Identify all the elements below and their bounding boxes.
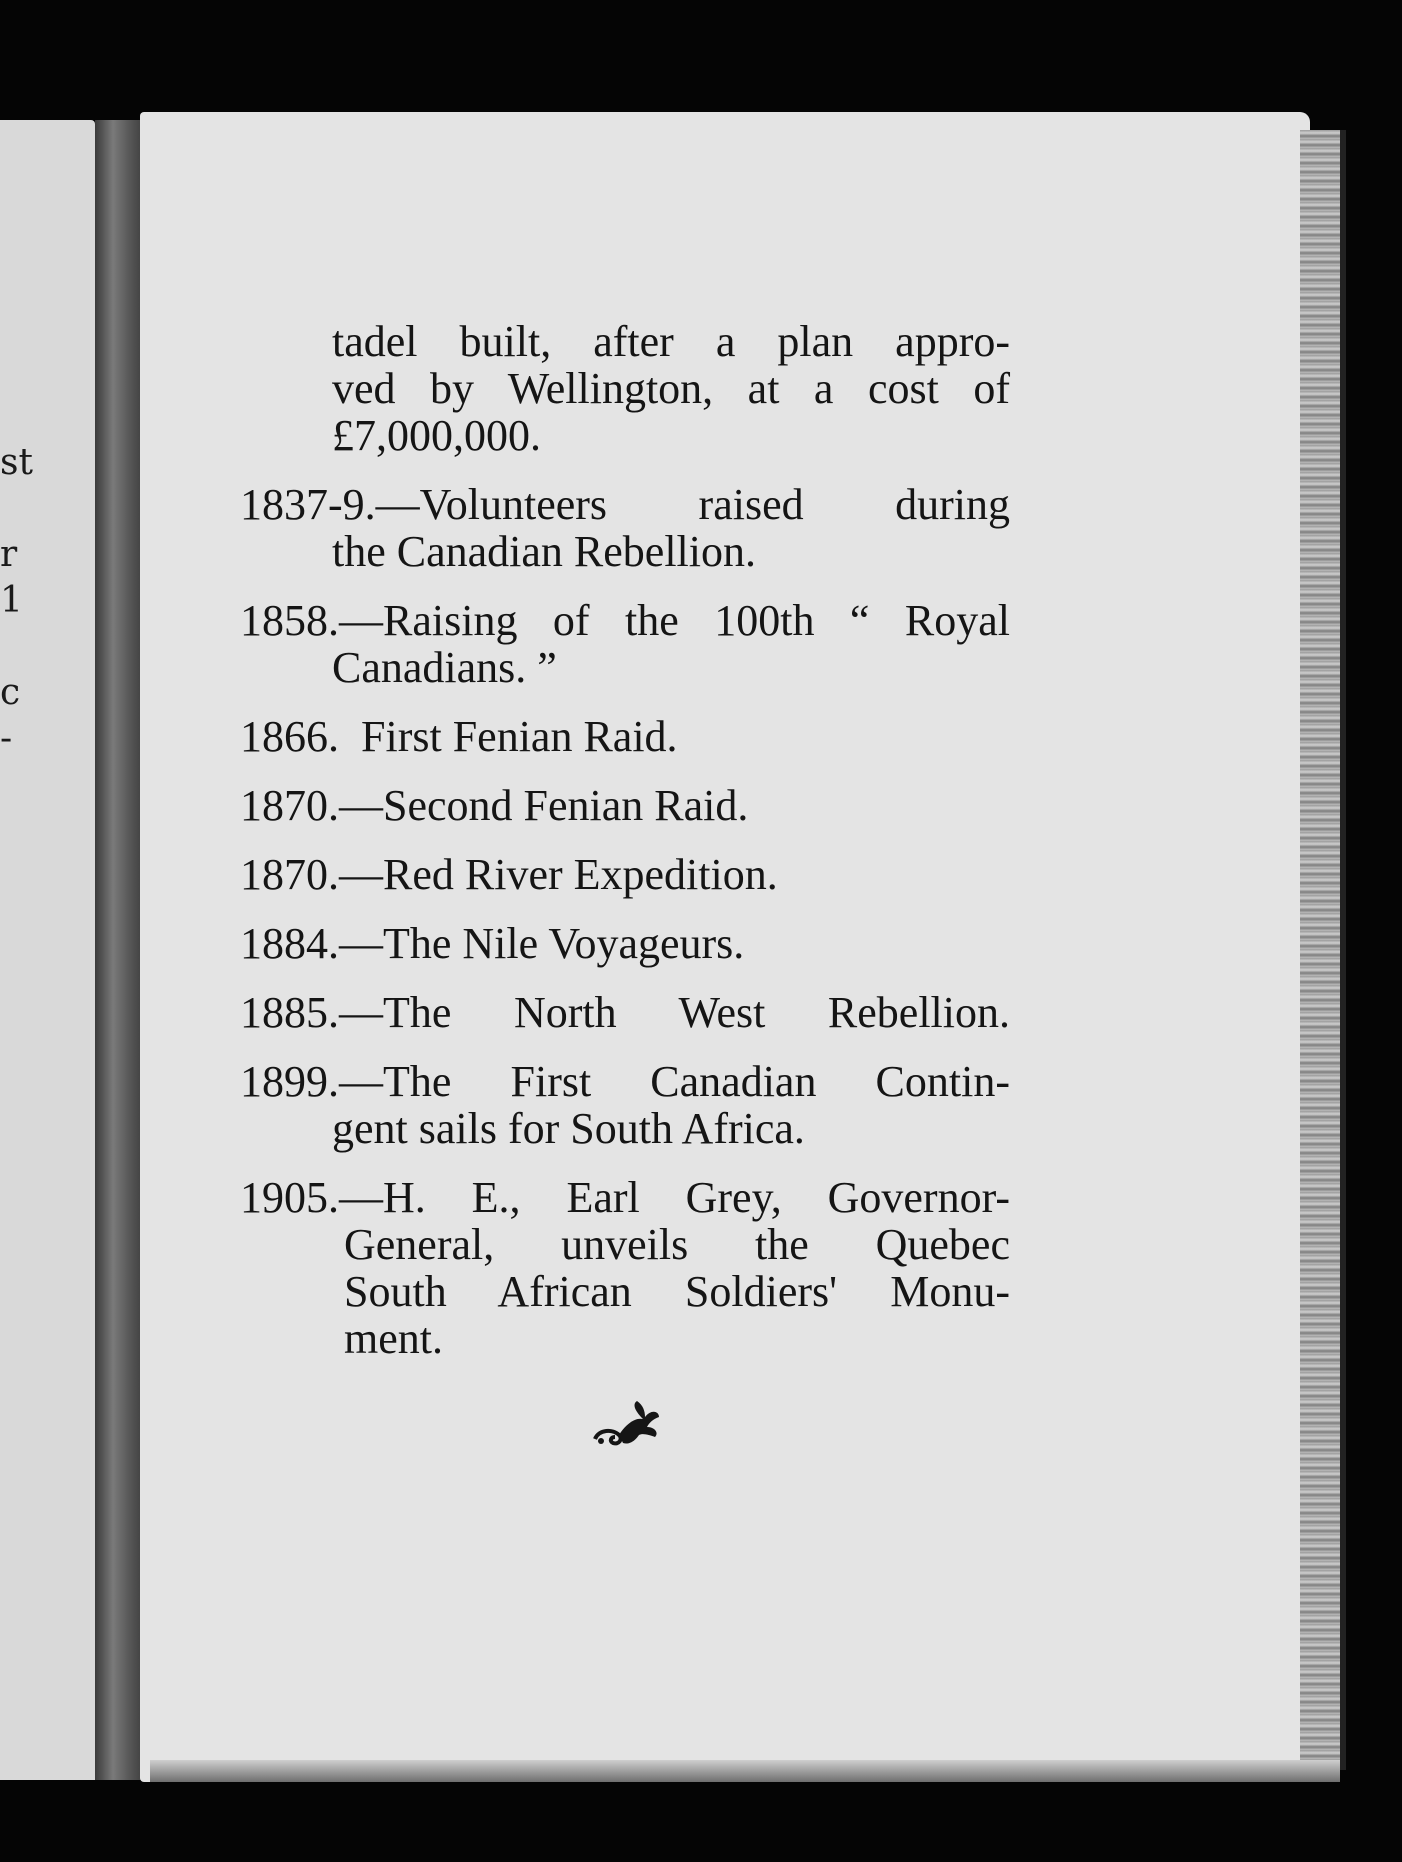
intro-line: ved by Wellington, at a cost of [332, 364, 1010, 413]
entry-text: —Volunteers raised during [375, 480, 1010, 529]
entry-year: 1858. [240, 596, 339, 645]
left-fragment-6: - [0, 718, 13, 759]
left-fragment-4 [0, 624, 40, 670]
entry-continuation: Canadians. ” [332, 643, 557, 692]
page-edge [1300, 130, 1346, 1770]
entry-first-line [240, 1174, 1010, 1221]
entry-first-line [240, 1058, 1010, 1105]
entry-first-line [240, 920, 1010, 967]
entry-first-line [240, 713, 1010, 760]
entry-text: First Fenian Raid. [339, 712, 678, 761]
entry-continuation: South African Soldiers' Monu- [344, 1267, 1010, 1316]
entry-year: 1866. [240, 712, 339, 761]
entry-continuation: General, unveils the Quebec [344, 1220, 1010, 1269]
entry-year: 1870. [240, 781, 339, 830]
entry-first-line [240, 989, 1010, 1036]
entry-text: —H. E., Earl Grey, Governor- [339, 1173, 1010, 1222]
entry-text: —The First Canadian Contin- [339, 1057, 1010, 1106]
chronology-entry [240, 1058, 1010, 1152]
entry-year: 1884. [240, 919, 339, 968]
entry-year: 1905. [240, 1173, 339, 1222]
entry-first-line [240, 782, 1010, 829]
left-fragment-3: 1 [0, 580, 23, 621]
chronology-entry [240, 920, 1010, 967]
left-page-fragment [0, 120, 95, 1780]
page-bottom-edge [150, 1760, 1340, 1782]
chronology-entry [240, 713, 1010, 760]
entry-text: —The Nile Voyageurs. [339, 919, 745, 968]
chronology-entry [240, 597, 1010, 691]
entry-first-line [240, 851, 1010, 898]
chronology-entry [240, 989, 1010, 1036]
entry-continuation: the Canadian Rebellion. [332, 527, 756, 576]
entry-first-line [240, 597, 1010, 644]
left-fragment-1 [0, 486, 40, 532]
entry-year: 1899. [240, 1057, 339, 1106]
page-text [240, 318, 1010, 1384]
entry-text: —Red River Expedition. [339, 850, 778, 899]
entry-text: —The North West Rebellion. [339, 988, 1010, 1037]
left-page-margin-text [0, 440, 40, 762]
intro-line: £7,000,000. [332, 411, 541, 460]
fleuron-icon [585, 1395, 665, 1455]
entry-year: 1870. [240, 850, 339, 899]
left-fragment-0: st [0, 442, 33, 483]
entry-continuation: ment. [344, 1314, 443, 1363]
left-fragment-5: c [0, 672, 21, 713]
entry-text: —Second Fenian Raid. [339, 781, 749, 830]
chronology-entry [240, 782, 1010, 829]
chronology-entry [240, 1174, 1010, 1362]
entry-year: 1837-9. [240, 480, 376, 529]
chronology-entry [240, 851, 1010, 898]
chronology-entry [240, 481, 1010, 575]
intro-line: tadel built, after a plan appro- [332, 317, 1010, 366]
entry-first-line [240, 481, 1010, 528]
entry-continuation: gent sails for South Africa. [332, 1104, 805, 1153]
intro-paragraph [240, 318, 1010, 459]
left-fragment-2: r [0, 534, 18, 575]
entry-text: —Raising of the 100th “ Royal [339, 596, 1010, 645]
entry-year: 1885. [240, 988, 339, 1037]
